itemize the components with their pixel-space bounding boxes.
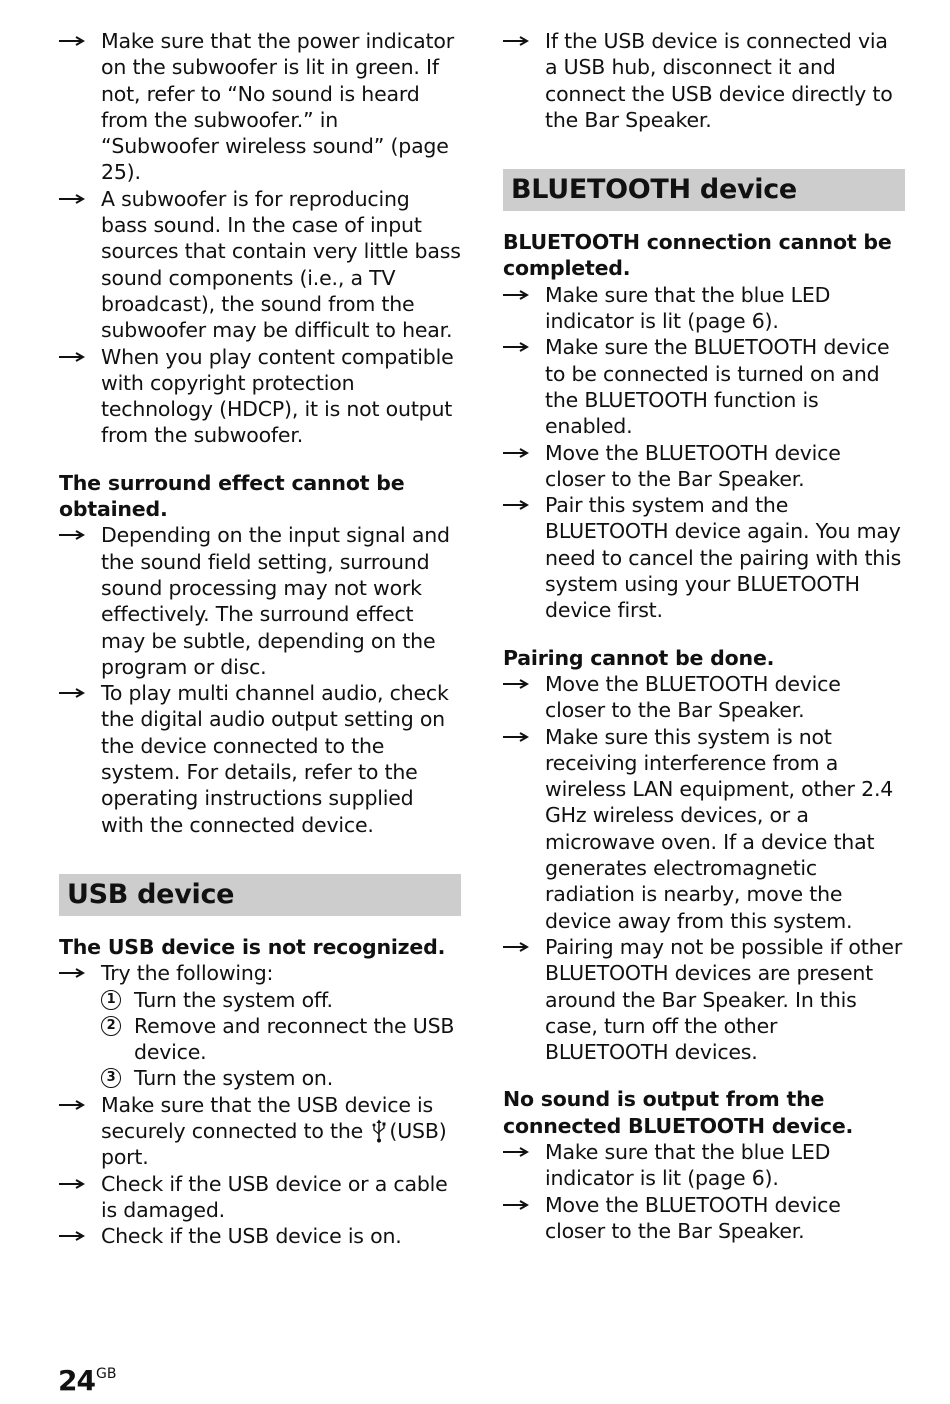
list-item	[59, 1092, 461, 1171]
usb-heading: The USB device is not recognized.	[59, 934, 446, 959]
arrow-icon	[59, 1171, 89, 1189]
list-item	[59, 1171, 461, 1224]
step-item	[101, 1013, 461, 1066]
arrow-icon	[503, 282, 533, 300]
list-item-text: Move the BLUETOOTH device closer to the Bar Speaker.	[545, 440, 841, 491]
list-item	[59, 522, 461, 680]
page-number	[58, 1364, 116, 1397]
step-text: Remove and reconnect the USB device.	[134, 1013, 455, 1065]
list-item-text: Make sure that the blue LED indicator is lit (page 6).	[545, 282, 831, 334]
list-item-text: Pairing may not be possible if other BLUETOOTH devices are present around the Bar Speaker. In this case, turn off the other BLUETOOTH devices.	[545, 934, 903, 1065]
list-item	[503, 282, 905, 335]
port-text-before: Make sure that the USB device is securely connected to the	[101, 1092, 434, 1143]
arrow-icon	[503, 492, 533, 510]
list-item	[59, 960, 461, 1091]
surround-heading: The surround effect cannot be obtained.	[59, 470, 405, 522]
arrow-icon	[503, 440, 533, 458]
arrow-icon	[59, 1223, 89, 1241]
step-item	[101, 1065, 461, 1091]
list-item	[59, 680, 461, 838]
list-item	[503, 334, 905, 439]
list-item	[503, 1139, 905, 1192]
list-item-text: To play multi channel audio, check the digital audio output setting on the device connected to the system. For details, refer to the operating instructions supplied with the connected device.	[101, 681, 449, 837]
page-number-suffix: GB	[95, 1366, 117, 1382]
usb-section-title: USB device	[59, 874, 461, 916]
step-item	[101, 987, 461, 1013]
list-item-text: Depending on the input signal and the sound field setting, surround sound processing may not work effectively. The surround effect may be subtle, depending on the program or disc.	[101, 523, 450, 679]
arrow-icon	[503, 934, 533, 952]
arrow-icon	[503, 724, 533, 742]
list-item-text: Move the BLUETOOTH device closer to the Bar Speaker.	[545, 671, 841, 723]
list-item-text: A subwoofer is for reproducing bass sound. In the case of input sources that contain very little bass sound components (i.e., a TV broadcast), the sound from the subwoofer may be difficult to hear.	[101, 186, 461, 343]
arrow-icon	[503, 1139, 533, 1157]
step-text: Turn the system on.	[134, 1066, 334, 1091]
list-item	[503, 28, 905, 133]
arrow-icon	[59, 680, 89, 698]
list-item	[503, 724, 905, 934]
bluetooth-section-title: BLUETOOTH device	[503, 169, 905, 211]
list-item	[503, 934, 905, 1065]
list-item-text: Pair this system and the BLUETOOTH device again. You may need to cancel the pairing with this system using your BLUETOOTH device first.	[545, 493, 902, 623]
list-item	[503, 492, 905, 623]
list-item-text: Make sure that the blue LED indicator is lit (page 6).	[545, 1139, 831, 1191]
left-column	[59, 28, 461, 1249]
list-item	[59, 344, 461, 449]
list-item-text: Check if the USB device or a cable is damaged.	[101, 1171, 448, 1222]
list-item-text: If the USB device is connected via a USB hub, disconnect it and connect the USB device directly to the Bar Speaker.	[545, 29, 893, 132]
arrow-icon	[59, 1092, 89, 1110]
right-column	[503, 28, 905, 1244]
try-label: Try the following:	[101, 961, 274, 986]
port-text-after: (USB) port.	[101, 1118, 447, 1170]
arrow-icon	[503, 28, 533, 46]
list-item-text: Make sure the BLUETOOTH device to be connected is turned on and the BLUETOOTH function is enabled.	[545, 335, 890, 439]
bt-no-sound-heading: No sound is output from the connected BLUETOOTH device.	[503, 1087, 854, 1138]
list-item	[503, 1192, 905, 1245]
list-item-text: Move the BLUETOOTH device closer to the Bar Speaker.	[545, 1192, 841, 1243]
list-item	[59, 186, 461, 344]
list-item-text: Check if the USB device is on.	[101, 1224, 402, 1249]
list-item	[503, 440, 905, 493]
usb-icon	[371, 1119, 387, 1143]
list-item-text: Make sure this system is not receiving interference from a wireless LAN equipment, other 2.4 GHz wireless devices, or a microwave oven. If a device that generates electromagnetic radiation is nearby, move the device away from this system.	[545, 724, 894, 933]
arrow-icon	[503, 334, 533, 352]
list-item-text: Make sure that the power indicator on the subwoofer is lit in green. If not, refer to “No sound is heard from the subwoofer.” in “Subwoofer wireless sound” (page 25).	[101, 29, 454, 185]
list-item	[503, 671, 905, 724]
bt-connection-heading: BLUETOOTH connection cannot be completed.	[503, 230, 892, 281]
list-item	[59, 28, 461, 186]
arrow-icon	[59, 28, 89, 46]
page-number-value: 24	[58, 1364, 95, 1397]
arrow-icon	[503, 1192, 533, 1210]
list-item	[59, 1223, 461, 1249]
bt-pairing-heading: Pairing cannot be done.	[503, 645, 775, 670]
list-item-text: When you play content compatible with copyright protection technology (HDCP), it is not output from the subwoofer.	[101, 344, 454, 448]
arrow-icon	[503, 671, 533, 689]
arrow-icon	[59, 960, 89, 978]
arrow-icon	[59, 186, 89, 204]
step-text: Turn the system off.	[134, 987, 333, 1012]
arrow-icon	[59, 344, 89, 362]
arrow-icon	[59, 522, 89, 540]
step-number: 3	[101, 1068, 121, 1088]
step-number: 1	[101, 990, 121, 1010]
step-number: 2	[101, 1016, 121, 1036]
